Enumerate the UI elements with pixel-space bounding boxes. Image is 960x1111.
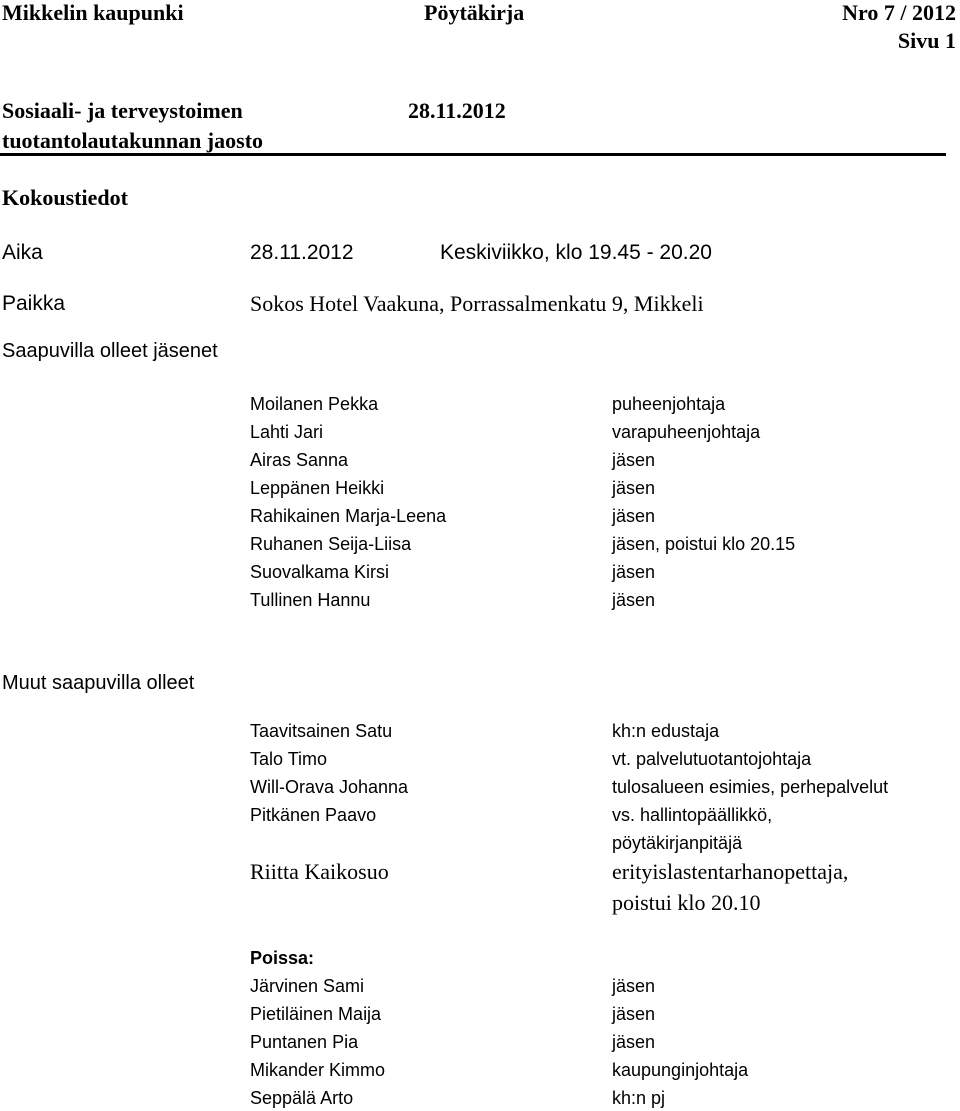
absent-role: kh:n pj xyxy=(612,1088,666,1108)
absent-name: Järvinen Sami xyxy=(250,976,365,996)
document-number: Nro 7 / 2012 xyxy=(842,0,956,25)
member-role: jäsen xyxy=(612,506,656,526)
document-type: Pöytäkirja xyxy=(424,0,525,25)
member-name: Rahikainen Marja-Leena xyxy=(250,506,447,526)
meeting-info-heading: Kokoustiedot xyxy=(2,185,128,210)
member-name: Tullinen Hannu xyxy=(250,590,371,610)
member-role: jäsen xyxy=(612,478,656,498)
member-role: puheenjohtaja xyxy=(612,394,726,414)
attendee-role: kh:n edustaja xyxy=(612,721,720,741)
meeting-date-header: 28.11.2012 xyxy=(408,98,506,123)
time-value: Keskiviikko, klo 19.45 - 20.20 xyxy=(440,241,712,264)
absent-name: Seppälä Arto xyxy=(250,1088,354,1108)
absent-role: kaupunginjohtaja xyxy=(612,1060,749,1080)
member-role: jäsen xyxy=(612,450,656,470)
absent-name: Pietiläinen Maija xyxy=(250,1004,382,1024)
member-name: Suovalkama Kirsi xyxy=(250,562,390,582)
absent-role: jäsen xyxy=(612,976,656,996)
place-label: Paikka xyxy=(2,292,66,315)
committee-name-line2: tuotantolautakunnan jaosto xyxy=(2,128,264,153)
member-name: Leppänen Heikki xyxy=(250,478,385,498)
attendee-role-continued: poistui klo 20.10 xyxy=(612,890,761,915)
member-name: Lahti Jari xyxy=(250,422,324,442)
attendee-name: Pitkänen Paavo xyxy=(250,805,377,825)
member-role: jäsen, poistui klo 20.15 xyxy=(612,534,796,554)
members-heading: Saapuvilla olleet jäsenet xyxy=(2,340,218,362)
attendee-role-continued: pöytäkirjanpitäjä xyxy=(612,833,743,853)
absent-heading: Poissa: xyxy=(250,948,315,968)
attendee-name: Talo Timo xyxy=(250,749,328,769)
attendee-name: Riitta Kaikosuo xyxy=(250,859,389,884)
organization-name: Mikkelin kaupunki xyxy=(2,0,184,25)
place-value: Sokos Hotel Vaakuna, Porrassalmenkatu 9, Mikkeli xyxy=(250,291,704,316)
absent-role: jäsen xyxy=(612,1032,656,1052)
committee-name-line1: Sosiaali- ja terveystoimen xyxy=(2,98,243,123)
others-heading: Muut saapuvilla olleet xyxy=(2,672,195,694)
member-name: Ruhanen Seija-Liisa xyxy=(250,534,412,554)
attendee-role: erityislastentarhanopettaja, xyxy=(612,859,849,884)
attendee-name: Taavitsainen Satu xyxy=(250,721,393,741)
absent-name: Puntanen Pia xyxy=(250,1032,359,1052)
time-label: Aika xyxy=(2,241,43,264)
member-role: jäsen xyxy=(612,590,656,610)
member-name: Airas Sanna xyxy=(250,450,349,470)
member-name: Moilanen Pekka xyxy=(250,394,379,414)
attendee-role: tulosalueen esimies, perhepalvelut xyxy=(612,777,889,797)
header-divider xyxy=(0,153,946,156)
attendee-role: vt. palvelutuotantojohtaja xyxy=(612,749,812,769)
attendee-role: vs. hallintopäällikkö, xyxy=(612,805,773,825)
absent-name: Mikander Kimmo xyxy=(250,1060,386,1080)
member-role: varapuheenjohtaja xyxy=(612,422,761,442)
time-date: 28.11.2012 xyxy=(250,241,354,264)
absent-role: jäsen xyxy=(612,1004,656,1024)
member-role: jäsen xyxy=(612,562,656,582)
page-number: Sivu 1 xyxy=(897,28,956,53)
attendee-name: Will-Orava Johanna xyxy=(250,777,409,797)
